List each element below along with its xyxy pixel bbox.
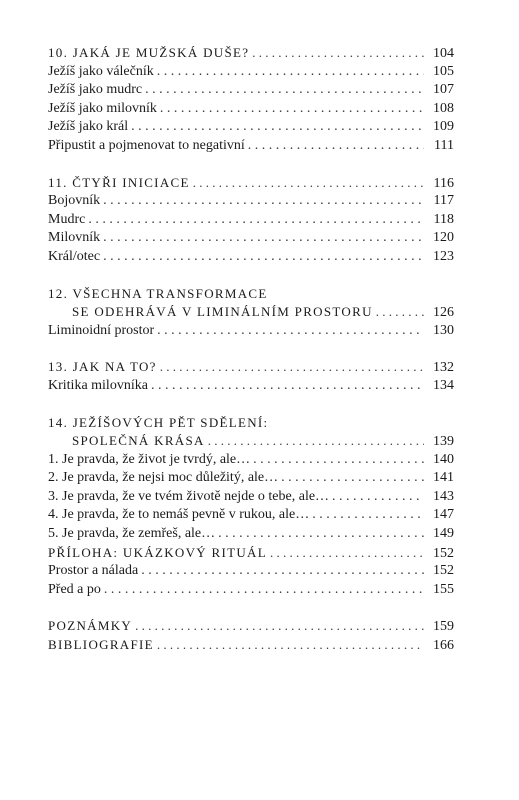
dot-leader [218,525,424,544]
toc-title: 1. Je pravda, že život je tvrdý, ale… [48,451,251,467]
dot-leader [270,544,424,563]
toc-page-number: 166 [433,638,454,654]
toc-title: Milovník [48,230,101,246]
toc-title: Kritika milovníka [48,377,148,393]
toc-title: Připustit a pojmenovat to negativní [48,137,245,153]
table-of-contents [48,44,454,655]
toc-group-chapter-10 [48,44,454,156]
dot-leader [157,63,424,82]
toc-title: 11. ČTYŘI INICIACE [48,174,190,190]
toc-title: 13. JAK NA TO? [48,359,157,375]
toc-entry[interactable] [48,211,454,230]
toc-chapter-heading-line1[interactable]: 14. JEŽÍŠOVÝCH PĚT SDĚLENÍ: [48,414,269,430]
toc-page-number: 152 [433,545,454,561]
toc-title: Král/otec [48,248,101,264]
dot-leader [157,636,424,655]
dot-leader [252,44,424,63]
toc-page-number: 159 [433,619,454,635]
toc-entry[interactable] [48,63,454,82]
toc-chapter-heading[interactable] [48,432,454,451]
toc-page-number: 149 [433,526,454,542]
toc-entry[interactable] [48,192,454,211]
toc-entry[interactable] [48,248,454,267]
toc-entry[interactable] [48,229,454,248]
toc-page-number: 152 [433,563,454,579]
toc-entry[interactable] [48,137,454,156]
toc-title: 5. Je pravda, že zemřeš, ale… [48,526,216,542]
toc-entry[interactable] [48,562,454,581]
toc-page-number: 111 [434,137,454,153]
toc-group-chapter-11 [48,174,454,267]
toc-page-number: 130 [433,322,454,338]
dot-leader [248,137,424,156]
dot-leader [157,322,424,341]
toc-title: Ježíš jako mudrc [48,82,143,98]
toc-page-number: 134 [433,377,454,393]
toc-title: Ježíš jako válečník [48,63,154,79]
dot-leader [88,211,424,230]
toc-page-number: 147 [433,507,454,523]
dot-leader [103,248,424,267]
toc-entry[interactable] [48,81,454,100]
toc-appendix-heading[interactable] [48,544,454,563]
dot-leader [103,229,424,248]
toc-title: 4. Je pravda, že to nemáš pevně v rukou, ale… [48,507,310,523]
toc-page-number: 132 [433,360,454,376]
toc-page-number: 117 [433,193,454,209]
dot-leader [145,81,424,100]
toc-title: Ježíš jako král [48,119,129,135]
toc-page-number: 143 [433,488,454,504]
toc-entry[interactable] [48,469,454,488]
toc-title: 3. Je pravda, že ve tvém životě nejde o tebe, ale… [48,488,330,504]
toc-group-back-matter [48,617,454,654]
dot-leader [103,192,424,211]
dot-leader [376,303,424,322]
toc-entry[interactable] [48,451,454,470]
toc-notes-heading[interactable] [48,617,454,636]
dot-leader [312,506,424,525]
toc-page-number: 107 [433,82,454,98]
toc-title: PŘÍLOHA: UKÁZKOVÝ RITUÁL [48,544,267,560]
toc-title: Ježíš jako milovník [48,100,157,116]
toc-bibliography-heading[interactable] [48,636,454,655]
toc-entry[interactable] [48,100,454,119]
toc-page-number: 120 [433,230,454,246]
toc-title: 10. JAKÁ JE MUŽSKÁ DUŠE? [48,45,250,60]
toc-page-number: 118 [433,211,454,227]
toc-group-chapter-14 [48,414,454,600]
toc-title: SE ODEHRÁVÁ V LIMINÁLNÍM PROSTORU [72,304,373,320]
toc-group-chapter-13 [48,358,454,395]
dot-leader [253,451,424,470]
toc-page-number: 108 [433,100,454,116]
toc-chapter-heading[interactable] [48,358,454,377]
toc-chapter-heading[interactable] [48,303,454,322]
toc-page-number: 155 [433,581,454,597]
dot-leader [151,377,424,396]
toc-title: 2. Je pravda, že nejsi moc důležitý, ale… [48,470,279,486]
toc-title: Před a po [48,581,101,597]
toc-page-number: 126 [433,305,454,321]
toc-entry[interactable] [48,322,454,341]
toc-page-number: 109 [433,119,454,135]
toc-title: SPOLEČNÁ KRÁSA [72,433,205,449]
toc-entry[interactable] [48,118,454,137]
toc-entry[interactable] [48,581,454,600]
toc-chapter-heading-line1[interactable]: 12. VŠECHNA TRANSFORMACE [48,285,268,301]
dot-leader [160,358,424,377]
dot-leader [281,469,424,488]
toc-chapter-heading[interactable] [48,44,454,63]
toc-title: Bojovník [48,193,101,209]
dot-leader [160,100,424,119]
toc-title: Mudrc [48,211,86,227]
toc-page-number: 116 [433,175,454,191]
toc-title: Prostor a nálada [48,563,139,579]
toc-entry[interactable] [48,506,454,525]
toc-page-number: 105 [433,63,454,79]
toc-entry[interactable] [48,488,454,507]
dot-leader [135,617,424,636]
dot-leader [131,118,424,137]
toc-page-number: 141 [433,470,454,486]
dot-leader [141,562,424,581]
dot-leader [104,581,424,600]
toc-page-number: 123 [433,248,454,264]
toc-chapter-heading[interactable] [48,174,454,193]
toc-page-number: 104 [433,46,454,61]
dot-leader [332,488,424,507]
toc-page-number: 139 [433,434,454,450]
toc-page-number: 140 [433,451,454,467]
toc-entry[interactable] [48,525,454,544]
dot-leader [208,432,424,451]
toc-entry[interactable] [48,377,454,396]
dot-leader [193,174,424,193]
toc-title: POZNÁMKY [48,618,133,634]
toc-group-chapter-12 [48,285,454,341]
toc-title: BIBLIOGRAFIE [48,637,154,653]
toc-title: Liminoidní prostor [48,322,155,338]
